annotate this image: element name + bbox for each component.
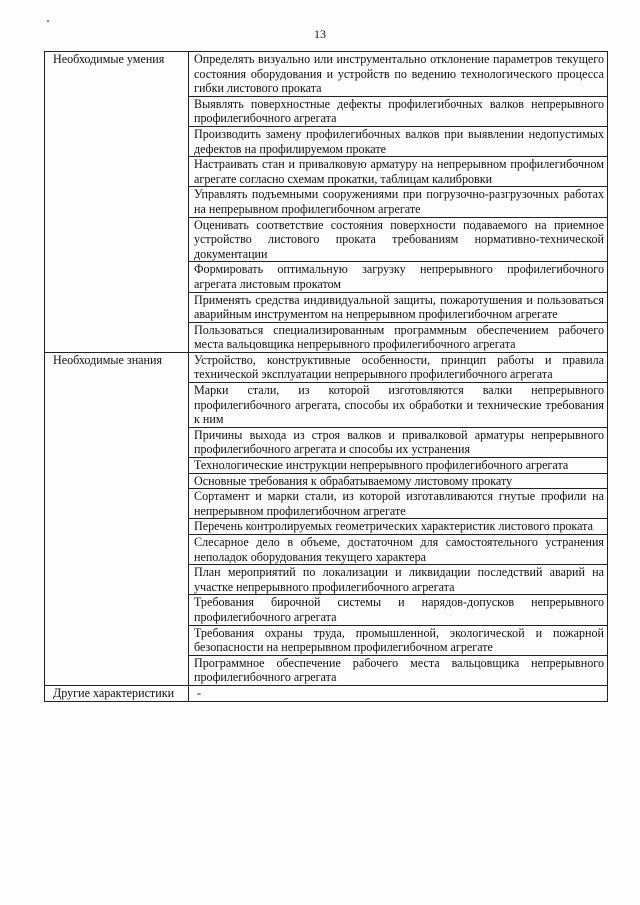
page-number: 13 <box>314 27 326 41</box>
knowledge-item: Основные требования к обрабатываемому листовому прокату <box>189 473 608 489</box>
skill-item: Оценивать соответствие состояния поверхности подаваемого на приемное устройство листового проката требованиям нормативно-технической документации <box>189 217 608 262</box>
skill-item: Формировать оптимальную загрузку непрерывного профилегибочного агрегата листовым прокатом <box>189 262 608 292</box>
scan-speck <box>47 20 49 22</box>
knowledge-item: Перечень контролируемых геометрических характеристик листового проката <box>189 519 608 535</box>
skill-item: Определять визуально или инструментально отклонение параметров текущего состояния оборудования и устройств по ведению технологического процесса гибки листового проката <box>189 52 608 97</box>
knowledge-item: Слесарное дело в объеме, достаточном для самостоятельного устранения неполадок оборудования текущего характера <box>189 535 608 565</box>
skills-section <box>45 52 608 353</box>
knowledge-item: План мероприятий по локализации и ликвидации последствий аварий на участке непрерывного профилегибочного агрегата <box>189 565 608 595</box>
skill-item: Пользоваться специализированным программным обеспечением рабочего места вальцовщика непрерывного профилегибочного агрегата <box>189 322 608 352</box>
knowledge-label: Необходимые знания <box>45 352 189 685</box>
knowledge-item: Программное обеспечение рабочего места вальцовщика непрерывного профилегибочного агрегата <box>189 655 608 685</box>
skill-item: Настраивать стан и привалковую арматуру на непрерывном профилегибочном агрегате согласно схемам прокатки, таблицам калибровки <box>189 157 608 187</box>
knowledge-section <box>45 352 608 685</box>
other-item: - <box>189 685 608 701</box>
characteristics-table <box>44 51 608 702</box>
knowledge-item: Сортамент и марки стали, из которой изготавливаются гнутые профили на непрерывном профилегибочном агрегате <box>189 489 608 519</box>
knowledge-item: Марки стали, из которой изготовляются валки непрерывного профилегибочного агрегата, способы их обработки и технические требования к ним <box>189 383 608 428</box>
skill-item: Выявлять поверхностные дефекты профилегибочных валков непрерывного профилегибочного агрегата <box>189 96 608 126</box>
skill-item: Производить замену профилегибочных валков при выявлении недопустимых дефектов на профилируемом прокате <box>189 126 608 156</box>
other-label: Другие характеристики <box>45 685 189 701</box>
knowledge-item: Причины выхода из строя валков и привалковой арматуры непрерывного профилегибочного агрегата и способы их устранения <box>189 427 608 457</box>
skills-label: Необходимые умения <box>45 52 189 353</box>
other-section <box>45 685 608 701</box>
table-row <box>45 52 608 97</box>
table-row <box>45 685 608 701</box>
skill-item: Применять средства индивидуальной защиты, пожаротушения и пользоваться аварийным инструментом на непрерывном профилегибочном агрегате <box>189 292 608 322</box>
knowledge-item: Устройство, конструктивные особенности, принцип работы и правила технической эксплуатации непрерывного профилегибочного агрегата <box>189 352 608 382</box>
knowledge-item: Требования бирочной системы и нарядов-допусков непрерывного профилегибочного агрегата <box>189 595 608 625</box>
skill-item: Управлять подъемными сооружениями при погрузочно-разгрузочных работах на непрерывном профилегибочном агрегате <box>189 187 608 217</box>
table-row <box>45 352 608 382</box>
knowledge-item: Технологические инструкции непрерывного профилегибочного агрегата <box>189 458 608 474</box>
knowledge-item: Требования охраны труда, промышленной, экологической и пожарной безопасности на непрерывном профилегибочном агрегате <box>189 625 608 655</box>
